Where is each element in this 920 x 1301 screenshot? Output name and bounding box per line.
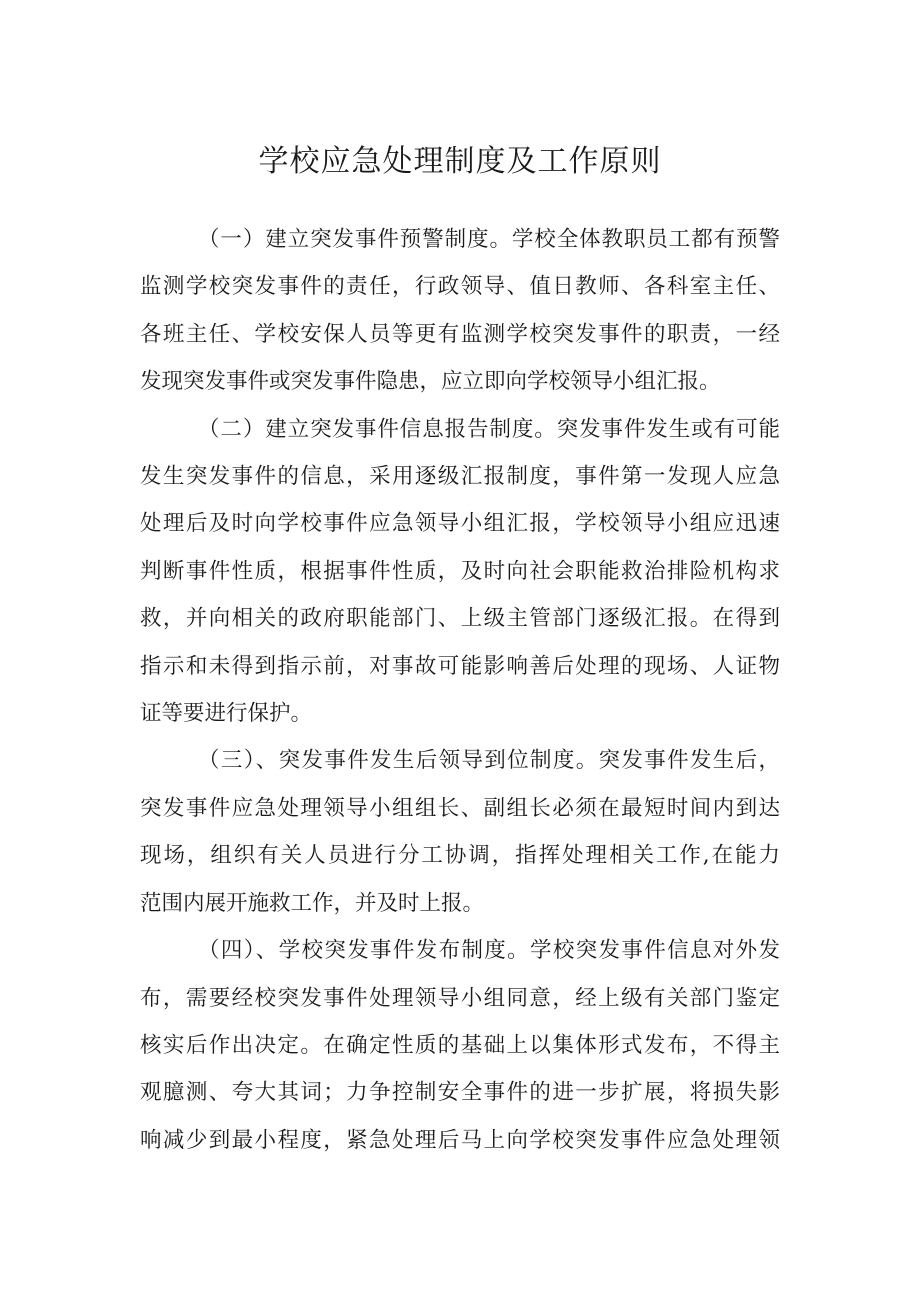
paragraph-line: 各班主任、学校安保人员等更有监测学校突发事件的职责，一经 — [140, 321, 780, 347]
document-body — [140, 216, 780, 1164]
paragraph-line: 核实后作出决定。在确定性质的基础上以集体形式发布，不得主 — [140, 1032, 780, 1058]
paragraph-line: 救，并向相关的政府职能部门、上级主管部门逐级汇报。在得到 — [140, 606, 780, 632]
paragraph-line: （四）、学校突发事件发布制度。学校突发事件信息对外发 — [198, 938, 780, 964]
paragraph-line: 观臆测、夸大其词；力争控制安全事件的进一步扩展，将损失影 — [140, 1080, 780, 1106]
document-title: 学校应急处理制度及工作原则 — [258, 144, 662, 179]
paragraph-3 — [140, 737, 780, 927]
paragraph-line: 发生突发事件的信息，采用逐级汇报制度，事件第一发现人应急 — [140, 464, 780, 490]
paragraph-line: 发现突发事件或突发事件隐患，应立即向学校领导小组汇报。 — [140, 369, 721, 395]
paragraph-2 — [140, 406, 780, 738]
paragraph-1 — [140, 216, 780, 406]
paragraph-line: 监测学校突发事件的责任，行政领导、值日教师、各科室主任、 — [140, 274, 780, 300]
paragraph-line: 判断事件性质，根据事件性质，及时向社会职能救治排险机构求 — [140, 558, 780, 584]
paragraph-line: （一）建立突发事件预警制度。学校全体教职员工都有预警 — [198, 227, 780, 252]
paragraph-line: 证等要进行保护。 — [140, 701, 313, 727]
paragraph-line: 指示和未得到指示前，对事故可能影响善后处理的现场、人证物 — [140, 653, 780, 679]
paragraph-line: 处理后及时向学校事件应急领导小组汇报，学校领导小组应迅速 — [140, 511, 780, 537]
paragraph-line: （二）建立突发事件信息报告制度。突发事件发生或有可能 — [198, 416, 780, 442]
paragraph-line: 范围内展开施救工作，并及时上报。 — [140, 890, 485, 916]
paragraph-line: 响减少到最小程度，紧急处理后马上向学校突发事件应急处理领 — [140, 1127, 780, 1153]
paragraph-4 — [140, 927, 780, 1164]
paragraph-line: 现场，组织有关人员进行分工协调，指挥处理相关工作,在能力 — [140, 843, 780, 869]
paragraph-line: 突发事件应急处理领导小组组长、副组长必须在最短时间内到达 — [140, 795, 780, 821]
paragraph-line: 布，需要经校突发事件处理领导小组同意，经上级有关部门鉴定 — [140, 985, 780, 1011]
paragraph-line: （三）、突发事件发生后领导到位制度。突发事件发生后， — [198, 748, 780, 774]
